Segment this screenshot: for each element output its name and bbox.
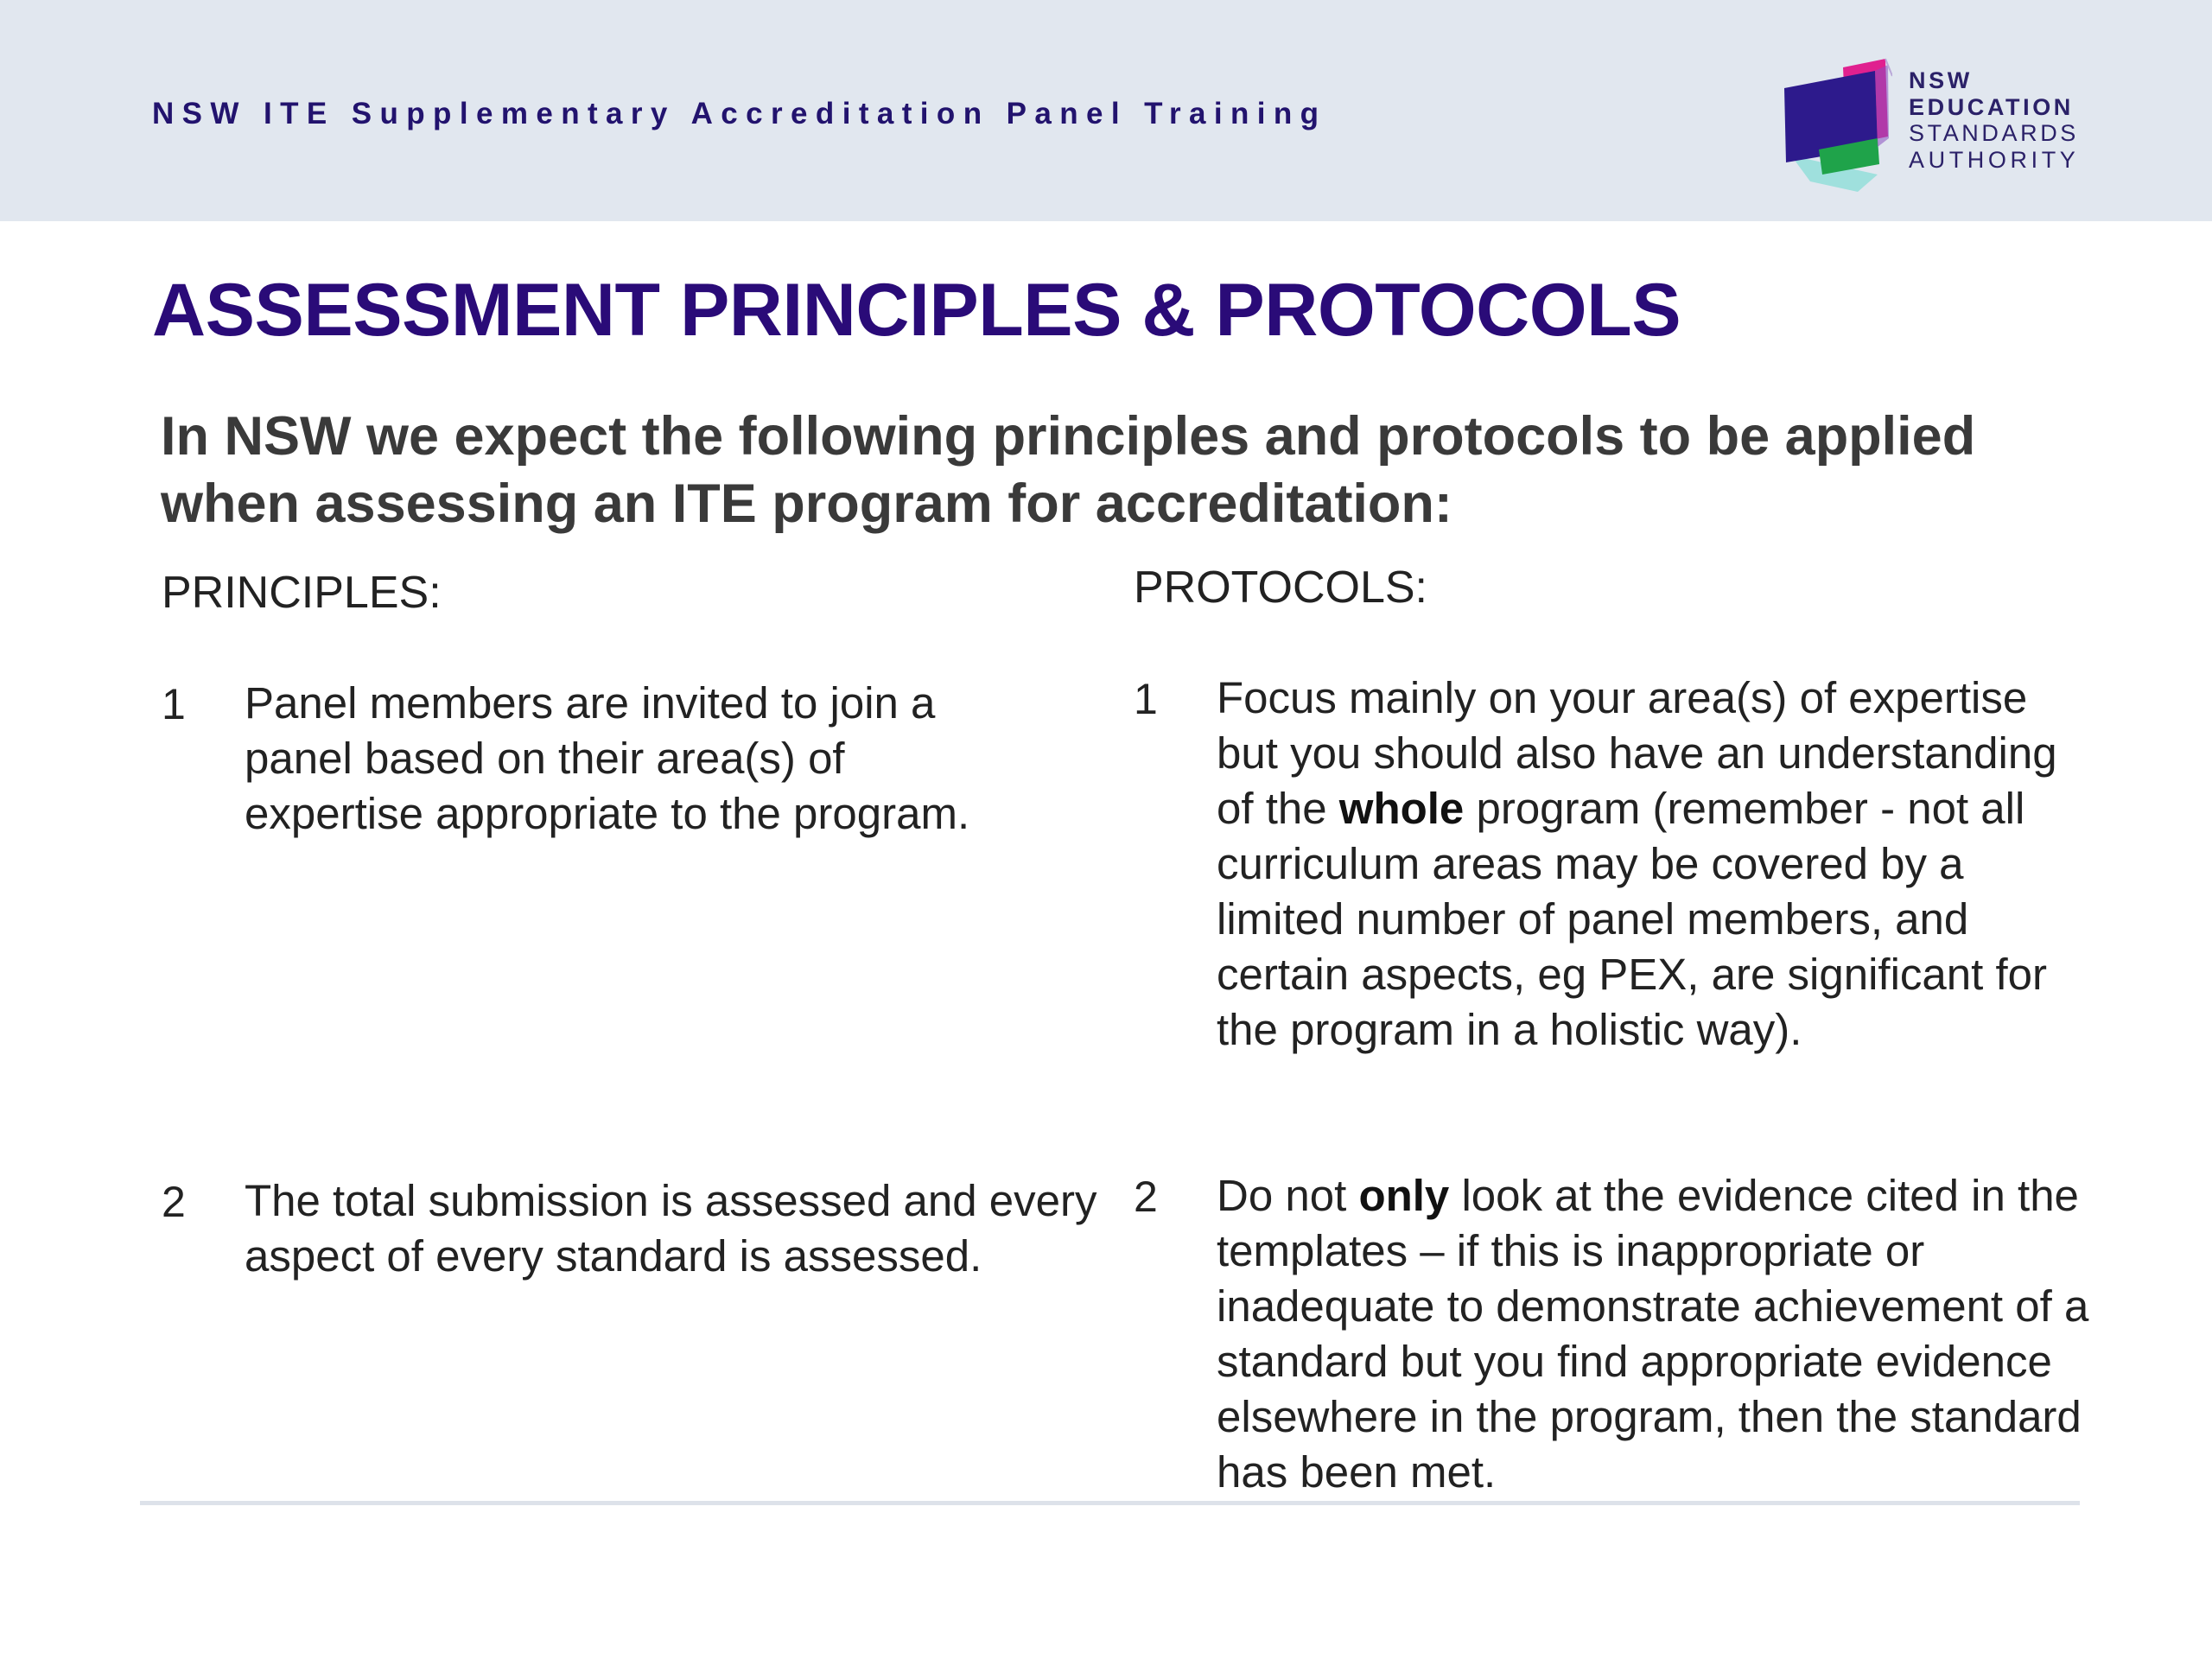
protocol-text-emphasis: whole [1338,784,1465,833]
logo-line-standards: STANDARDS [1909,120,2079,146]
principle-number: 2 [162,1178,186,1226]
intro-text: In NSW we expect the following principles and protocols to be applied when assessing an ITE program for accreditation: [161,406,1976,534]
nesa-logo [1767,52,2113,199]
logo-line-education: EDUCATION [1909,93,2074,120]
logo-wordmark [1909,67,2079,173]
logo-line-nsw: NSW [1909,67,1973,93]
protocol-number: 1 [1134,675,1158,723]
principle-text: The total submission is assessed and every aspect of every standard is assessed. [245,1176,1097,1281]
header-band [0,0,2212,221]
header-title: NSW ITE Supplementary Accreditation Panel Training [152,97,1327,130]
protocol-number: 2 [1134,1173,1158,1221]
protocol-text [1217,1168,2089,1500]
protocol-text-before: Do not [1217,1171,1359,1220]
footer-divider [140,1501,2080,1505]
protocols-heading: PROTOCOLS: [1134,563,1428,613]
protocol-text-after: look at the evidence cited in the templates – if this is inappropriate or inadequate to demonstrate achievement of a standard but you find appropriate evidence elsewhere in the program, then the standard has been met. [1217,1171,2089,1497]
logo-line-authority: AUTHORITY [1909,146,2080,173]
protocol-text-before: Focus mainly on your area(s) of expertise but you should also have an understanding of the [1217,673,2057,833]
nesa-logo-mark-icon [1767,52,1892,199]
page-title: ASSESSMENT PRINCIPLES & PROTOCOLS [152,269,1681,352]
protocol-text-after: program (remember - not all curriculum areas may be covered by a limited number of panel members, and certain aspects, eg PEX, are significant for the program in a holistic way). [1217,784,2047,1054]
protocol-text [1217,671,2089,1058]
protocol-text-emphasis: only [1358,1171,1450,1220]
principles-heading: PRINCIPLES: [162,568,442,618]
principle-text: Panel members are invited to join a panel based on their area(s) of expertise appropriate to the program. [245,678,970,838]
principle-number: 1 [162,680,186,728]
